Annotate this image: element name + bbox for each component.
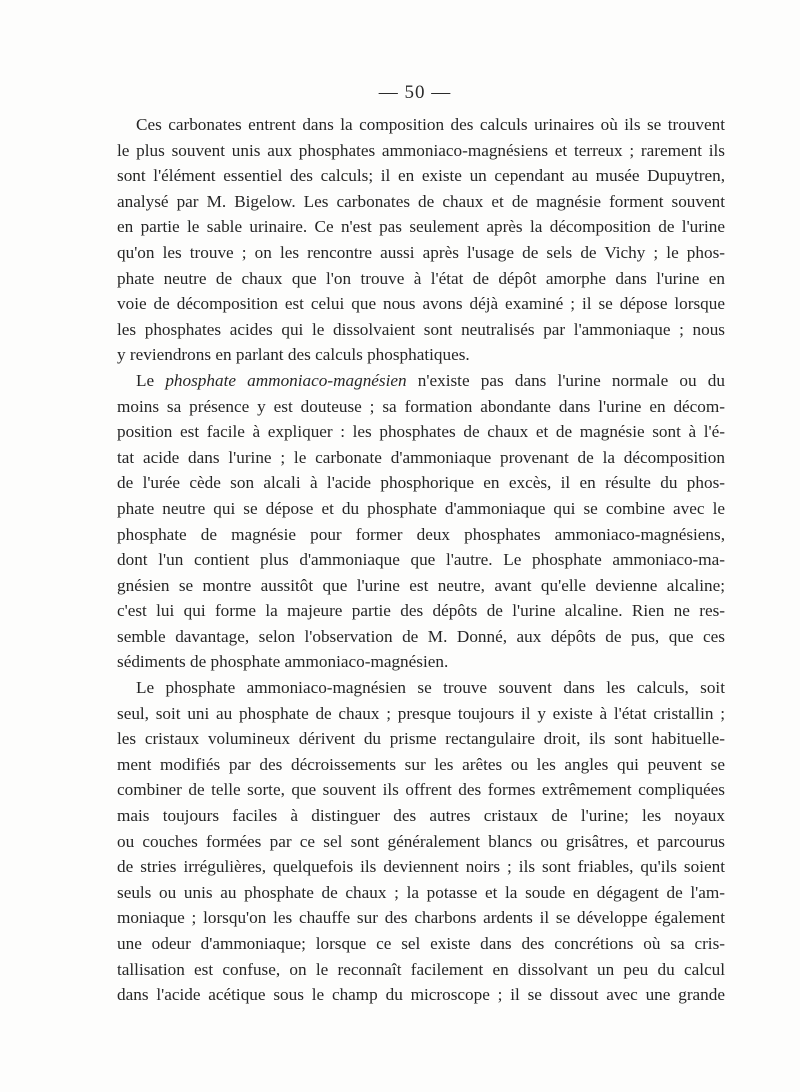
text-line: seul, soit uni au phosphate de chaux ; presque toujours il y existe à l'état cristallin ; (117, 703, 725, 723)
text-line: combiner de telle sorte, que souvent ils offrent des formes extrêmement compliquées (117, 780, 725, 800)
text-line: de stries irrégulières, quelquefois ils deviennent noirs ; ils sont friables, qu'ils soient (117, 857, 725, 877)
text-line: phate neutre de chaux que l'on trouve à l'état de dépôt amorphe dans l'urine en (117, 268, 725, 288)
text-line: semble davantage, selon l'observation de M. Donné, aux dépôts de pus, que ces (117, 626, 725, 646)
text-line: moins sa présence y est douteuse ; sa formation abondante dans l'urine en décom- (117, 396, 725, 416)
paragraph-3 (117, 675, 725, 1008)
text-run: Le (136, 370, 166, 390)
text-line: c'est lui qui forme la majeure partie des dépôts de l'urine alcaline. Rien ne res- (117, 601, 725, 621)
text-line: sont l'élément essentiel des calculs; il en existe un cependant au musée Dupuytren, (117, 166, 725, 186)
text-line: sédiments de phosphate ammoniaco-magnésien. (117, 652, 449, 672)
text-line: tallisation est confuse, on le reconnaît facilement en dissolvant un peu du calcul (117, 959, 725, 979)
text-line: une odeur d'ammoniaque; lorsque ce sel existe dans des concrétions où sa cris- (117, 934, 725, 953)
text-line: phosphate de magnésie pour former deux phosphates ammoniaco-magnésiens, (117, 524, 725, 544)
text-line: voie de décomposition est celui que nous avons déjà examiné ; il se dépose lorsque (117, 294, 725, 314)
text-run: n'existe pas dans l'urine normale ou du (406, 370, 725, 390)
text-line: ment modifiés par des décroissements sur les arêtes ou les angles qui peuvent se (117, 754, 725, 774)
text-line: Ces carbonates entrent dans la composition des calculs urinaires où ils se trouvent (136, 115, 725, 134)
paragraph-1 (117, 112, 725, 368)
text-line: les phosphates acides qui le dissolvaient sont neutralisés par l'ammoniaque ; nous (117, 319, 725, 339)
text-line: en partie le sable urinaire. Ce n'est pas seulement après la décomposition de l'urine (117, 217, 725, 237)
text-line: le plus souvent unis aux phosphates ammoniaco-magnésiens et terreux ; rarement ils (117, 140, 725, 160)
italic-term: phosphate ammoniaco-magnésien (165, 370, 407, 390)
text-line: position est facile à expliquer : les phosphates de chaux et de magnésie sont à l'é- (117, 422, 725, 442)
text-line: dont l'un contient plus d'ammoniaque que l'autre. Le phosphate ammoniaco-ma- (117, 550, 725, 570)
text-line: gnésien se montre aussitôt que l'urine est neutre, avant qu'elle devienne alcaline; (117, 575, 725, 595)
paragraph-2 (117, 368, 725, 675)
text-line: de l'urée cède son alcali à l'acide phosphorique en excès, il en résulte du phos- (117, 473, 725, 493)
text-line: moniaque ; lorsqu'on les chauffe sur des charbons ardents il se développe également (117, 908, 725, 928)
text-line: seuls ou unis au phosphate de chaux ; la potasse et la soude en dégagent de l'am- (117, 882, 725, 902)
text-line: qu'on les trouve ; on les rencontre aussi après l'usage de sels de Vichy ; le phos- (117, 242, 725, 262)
text-line: ou couches formées par ce sel sont généralement blancs ou grisâtres, et parcourus (117, 831, 725, 851)
text-line: y reviendrons en parlant des calculs phosphatiques. (117, 345, 470, 365)
text-line: tat acide dans l'urine ; le carbonate d'ammoniaque provenant de la décomposition (117, 447, 725, 467)
text-line: analysé par M. Bigelow. Les carbonates de chaux et de magnésie forment souvent (117, 191, 725, 211)
text-line: les cristaux volumineux dérivent du prisme rectangulaire droit, ils sont habituelle- (117, 729, 725, 749)
text-line: Le phosphate ammoniaco-magnésien se trouve souvent dans les calculs, soit (136, 678, 725, 698)
text-line (117, 368, 725, 394)
text-line: phate neutre qui se dépose et du phosphate d'ammoniaque qui se combine avec le (117, 498, 725, 518)
page-number: — 50 — (378, 82, 452, 103)
text-line: dans l'acide acétique sous le champ du microscope ; il se dissout avec une grande (117, 985, 725, 1005)
text-line: mais toujours faciles à distinguer des autres cristaux de l'urine; les noyaux (117, 806, 725, 826)
body-text (117, 112, 725, 1008)
